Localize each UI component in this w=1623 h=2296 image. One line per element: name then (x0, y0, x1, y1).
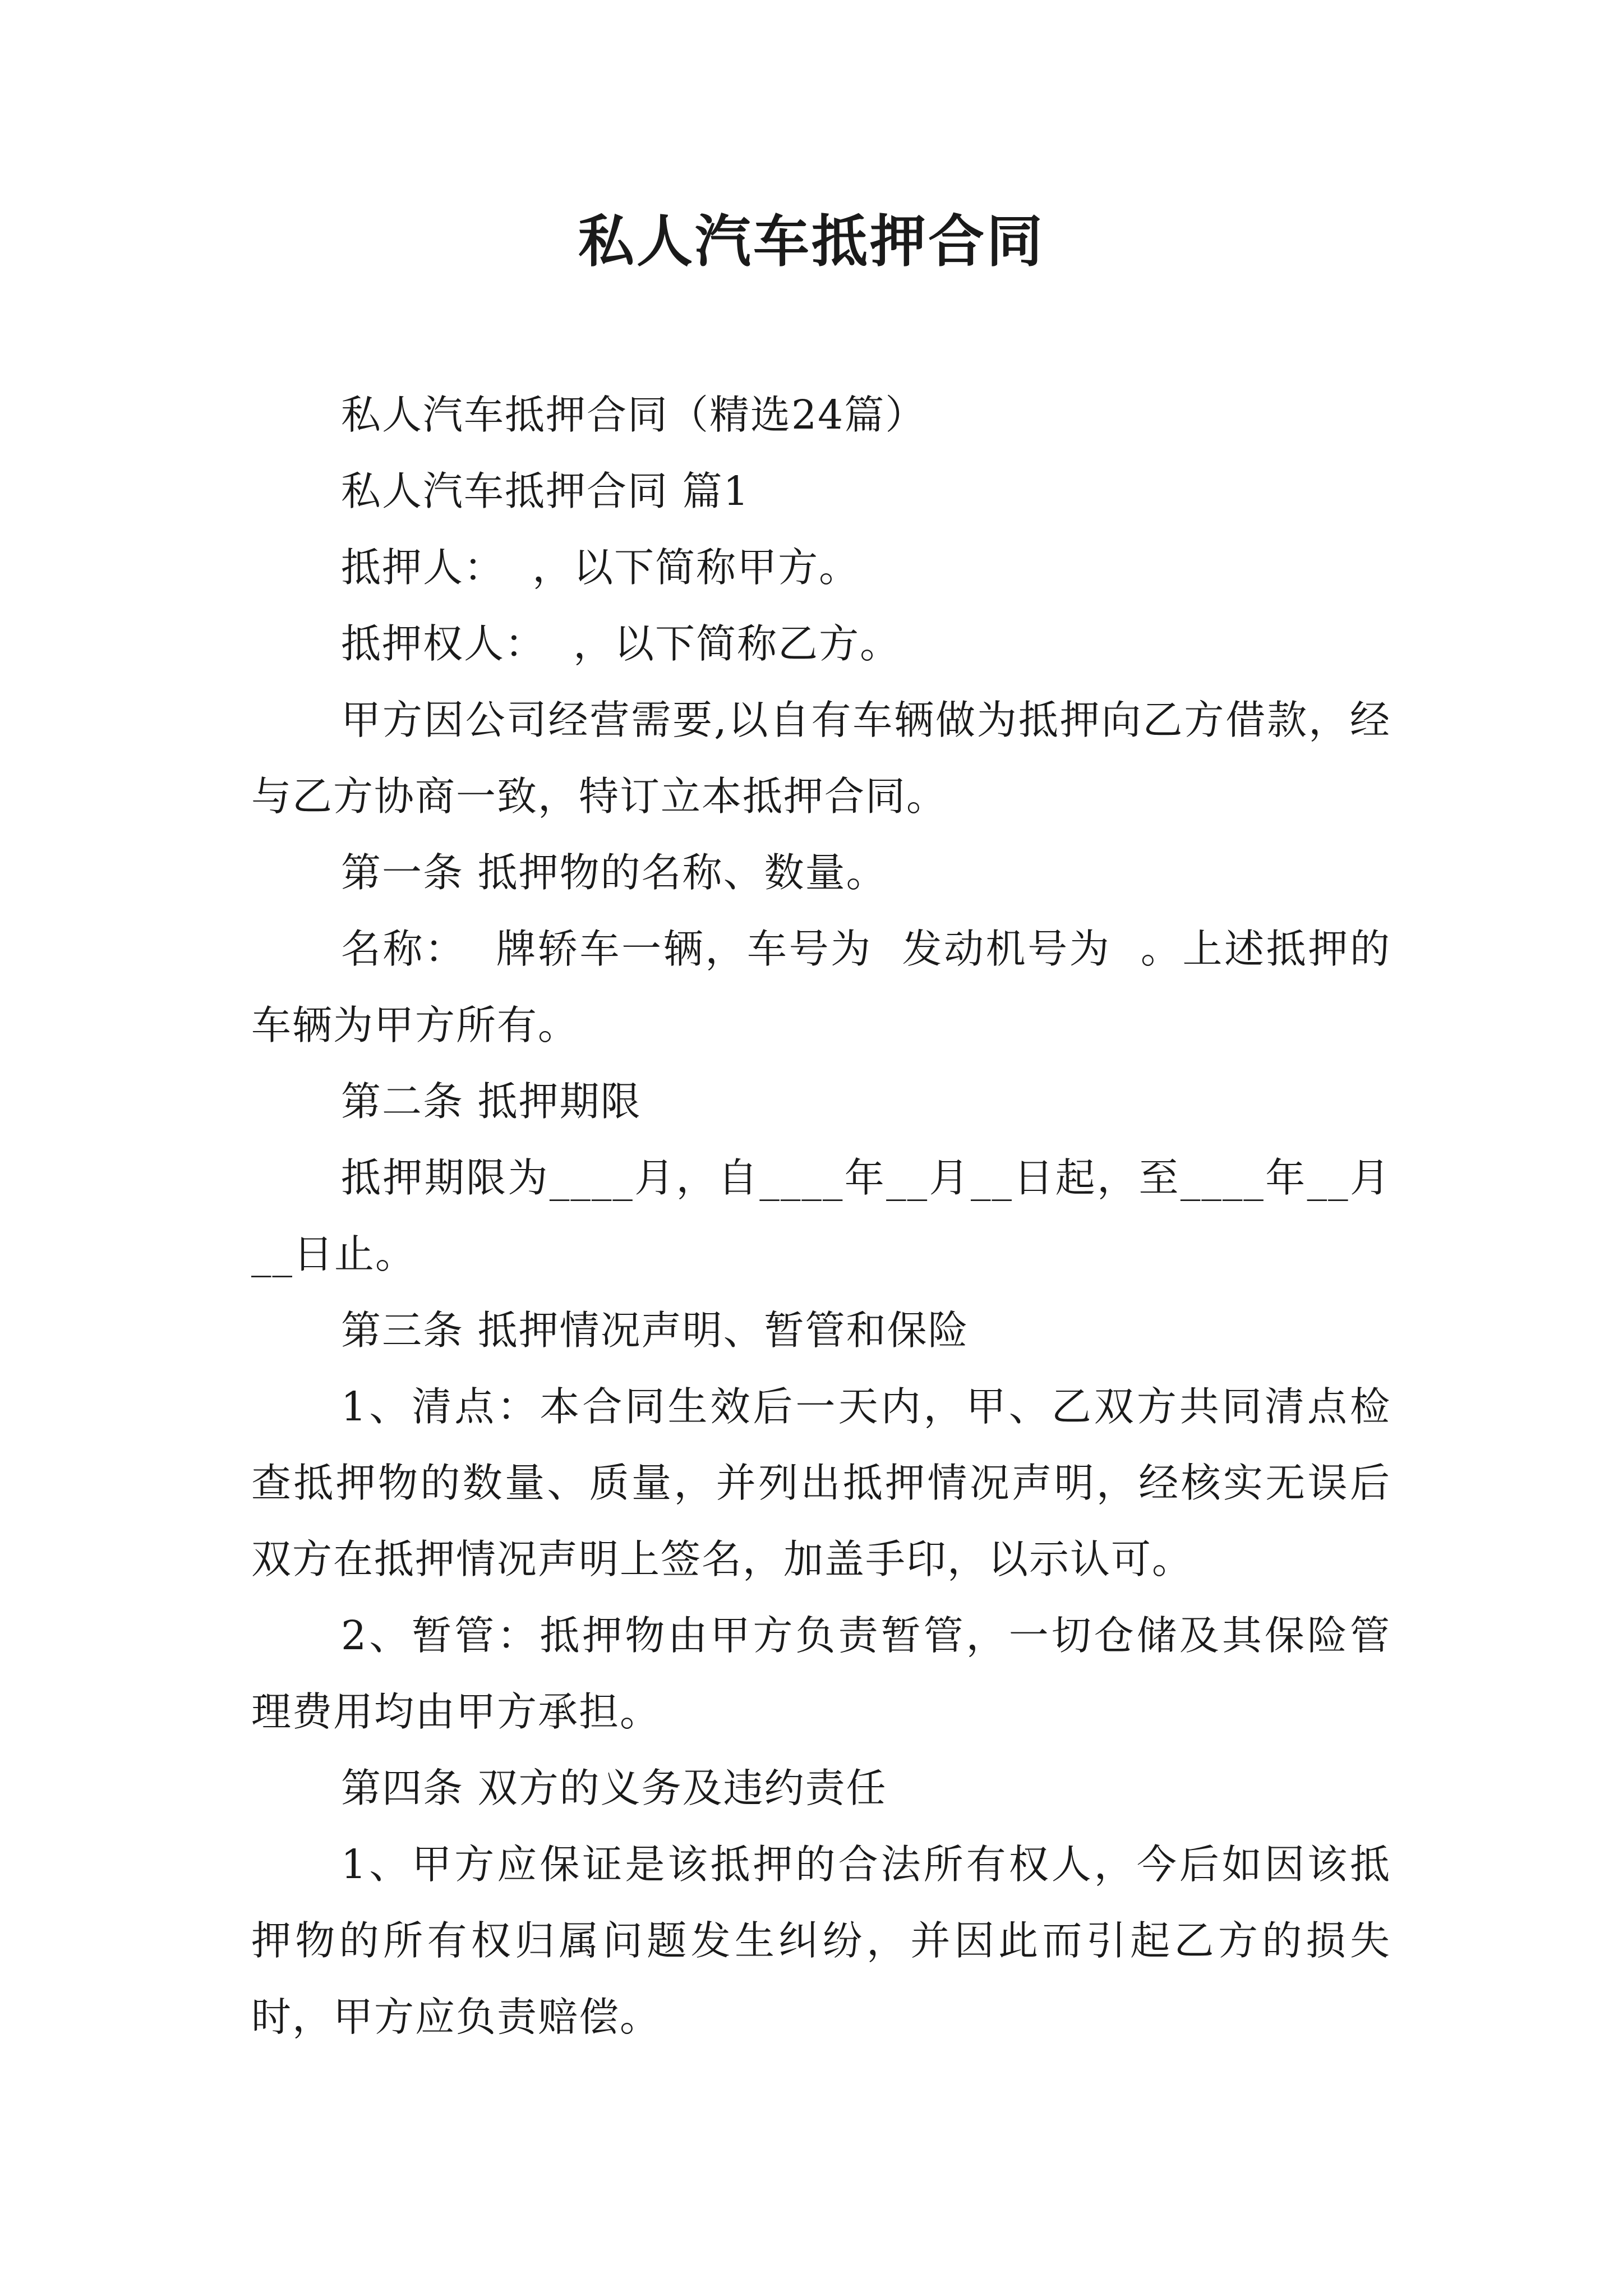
paragraph-collection-title: 私人汽车抵押合同（精选24篇） (341, 392, 926, 438)
document-body (251, 377, 1391, 2055)
article-1-heading: 第一条 抵押物的名称、数量。 (341, 849, 887, 896)
document-title: 私人汽车抵押合同 (578, 208, 1045, 274)
article-3-clause-2: 2、暂管：抵押物由甲方负责暂管，一切仓储及其保险管理费用均由甲方承担。 (251, 1612, 1391, 1735)
paragraph-mortgagor: 抵押人： ，以下简称甲方。 (341, 544, 860, 591)
paragraph-mortgagee: 抵押权人： ，以下简称乙方。 (341, 620, 901, 667)
article-1-content: 名称： 牌轿车一辆，车号为 发动机号为 。上述抵押的车辆为甲方所有。 (251, 926, 1391, 1048)
article-4-heading: 第四条 双方的义务及违约责任 (341, 1765, 887, 1811)
article-3-heading: 第三条 抵押情况声明、暂管和保险 (341, 1307, 969, 1354)
article-2-heading: 第二条 抵押期限 (341, 1078, 642, 1125)
paragraph-section-heading: 私人汽车抵押合同 篇1 (341, 468, 750, 514)
article-3-clause-1: 1、清点：本合同生效后一天内，甲、乙双方共同清点检查抵押物的数量、质量，并列出抵押情况声明，经核实无误后双方在抵押情况声明上签名，加盖手印，以示认可。 (251, 1383, 1391, 1582)
paragraph-preamble: 甲方因公司经营需要,以自有车辆做为抵押向乙方借款，经与乙方协商一致，特订立本抵押合同。 (251, 697, 1391, 820)
article-4-clause-1: 1、甲方应保证是该抵押的合法所有权人，今后如因该抵押物的所有权归属问题发生纠纷，并因此而引起乙方的损失时，甲方应负责赔偿。 (251, 1841, 1391, 2040)
article-2-content: 抵押期限为____月，自____年__月__日起，至____年__月__日止。 (251, 1154, 1391, 1277)
